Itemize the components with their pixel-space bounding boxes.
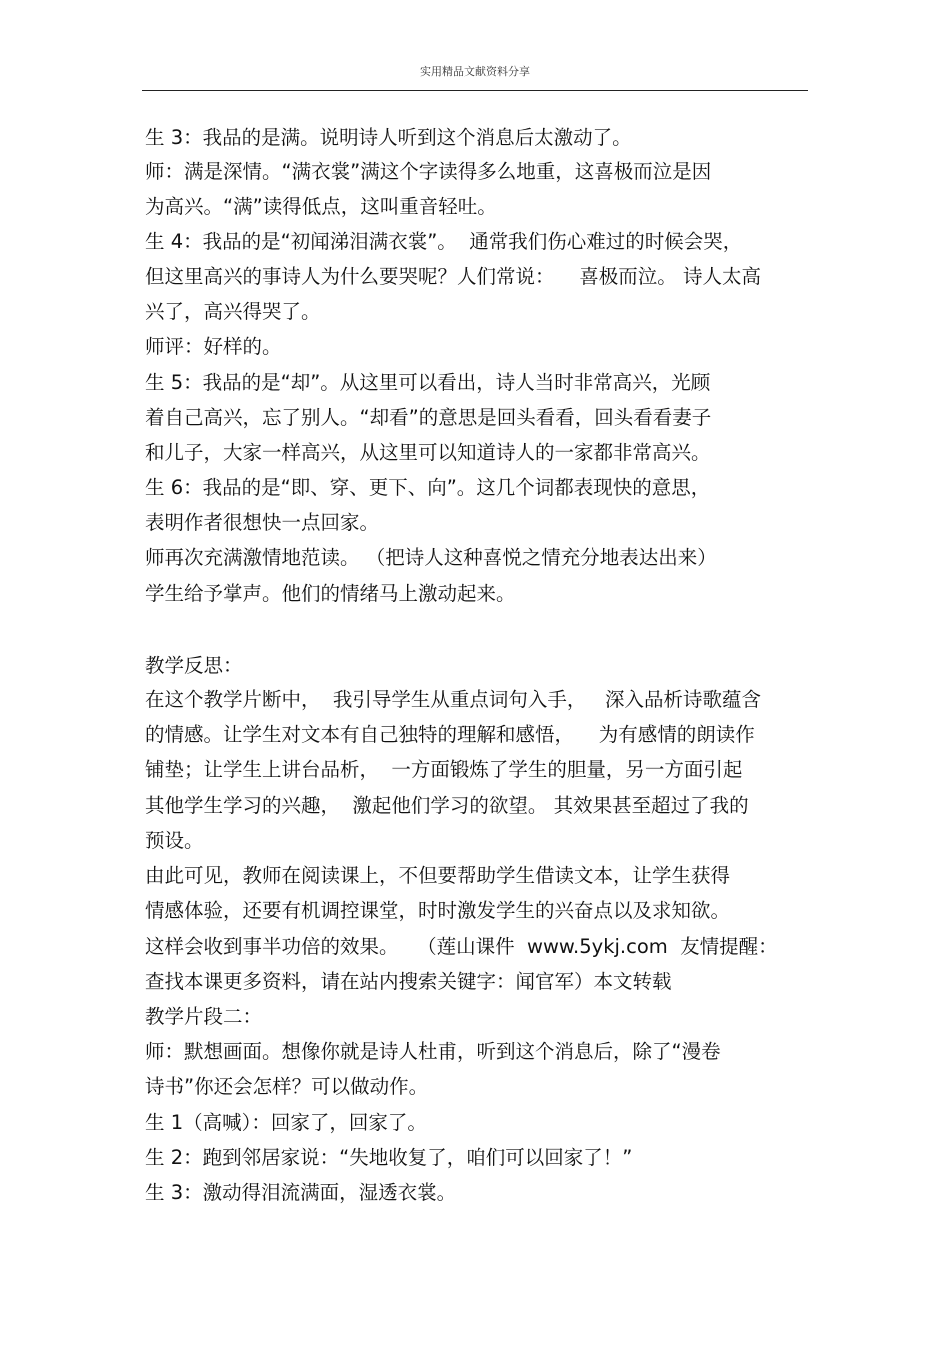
text-line: 查找本课更多资料，请在站内搜索关键字：闻官军）本文转载 [145, 970, 672, 993]
text-line: 在这个教学片断中， 我引导学生从重点词句入手， 深入品析诗歌蕴含 [145, 688, 761, 711]
text-line: 师：默想画面。想像你就是诗人杜甫，听到这个消息后，除了“漫卷 [145, 1040, 721, 1063]
text-line: 生 3：我品的是满。说明诗人听到这个消息后太激动了。 [145, 126, 632, 149]
text-line: 兴了，高兴得哭了。 [145, 300, 321, 323]
text-line: 生 4：我品的是“初闻涕泪满衣裳”。 通常我们伤心难过的时候会哭， [145, 230, 743, 253]
text-line: 由此可见，教师在阅读课上，不但要帮助学生借读文本，让学生获得 [145, 864, 731, 887]
text-line: 学生给予掌声。他们的情绪马上激动起来。 [145, 582, 516, 605]
text-line: 师：满是深情。“满衣裳”满这个字读得多么地重，这喜极而泣是因 [145, 160, 712, 183]
section-heading: 教学反思： [145, 654, 243, 677]
text-line: 为高兴。“满”读得低点，这叫重音轻吐。 [145, 195, 497, 218]
text-line: 生 6：我品的是“即、穿、更下、向”。这几个词都表现快的意思， [145, 476, 711, 499]
text-line: 生 5：我品的是“却”。从这里可以看出，诗人当时非常高兴，光顾 [145, 371, 711, 394]
text-line: 但这里高兴的事诗人为什么要哭呢？人们常说： 喜极而泣。 诗人太高 [145, 265, 761, 288]
header-divider [142, 90, 808, 91]
section-heading: 教学片段二： [145, 1005, 263, 1028]
page-header: 实用精品文献资料分享 [420, 65, 530, 78]
text-line: 预设。 [145, 829, 204, 852]
text-line: 生 3：激动得泪流满面，湿透衣裳。 [145, 1181, 457, 1204]
text-line: 的情感。让学生对文本有自己独特的理解和感悟， 为有感情的朗读作 [145, 723, 755, 746]
text-line: 师评：好样的。 [145, 335, 282, 358]
text-line: 生 2：跑到邻居家说：“失地收复了，咱们可以回家了！” [145, 1146, 633, 1169]
text-line: 着自己高兴，忘了别人。“却看”的意思是回头看看，回头看看妻子 [145, 406, 712, 429]
text-line: 这样会收到事半功倍的效果。 （莲山课件 www.5ykj.com 友情提醒： [145, 935, 778, 958]
text-line: 和儿子，大家一样高兴，从这里可以知道诗人的一家都非常高兴。 [145, 441, 711, 464]
text-line: 铺垫；让学生上讲台品析， 一方面锻炼了学生的胆量，另一方面引起 [145, 758, 743, 781]
text-line: 生 1（高喊）：回家了，回家了。 [145, 1111, 427, 1134]
text-line: 诗书”你还会怎样？可以做动作。 [145, 1075, 429, 1098]
text-line: 情感体验，还要有机调控课堂，时时激发学生的兴奋点以及求知欲。 [145, 899, 731, 922]
text-line: 表明作者很想快一点回家。 [145, 511, 380, 534]
text-line: 其他学生学习的兴趣， 激起他们学习的欲望。 其效果甚至超过了我的 [145, 794, 749, 817]
text-line: 师再次充满激情地范读。 （把诗人这种喜悦之情充分地表达出来） [145, 546, 717, 569]
